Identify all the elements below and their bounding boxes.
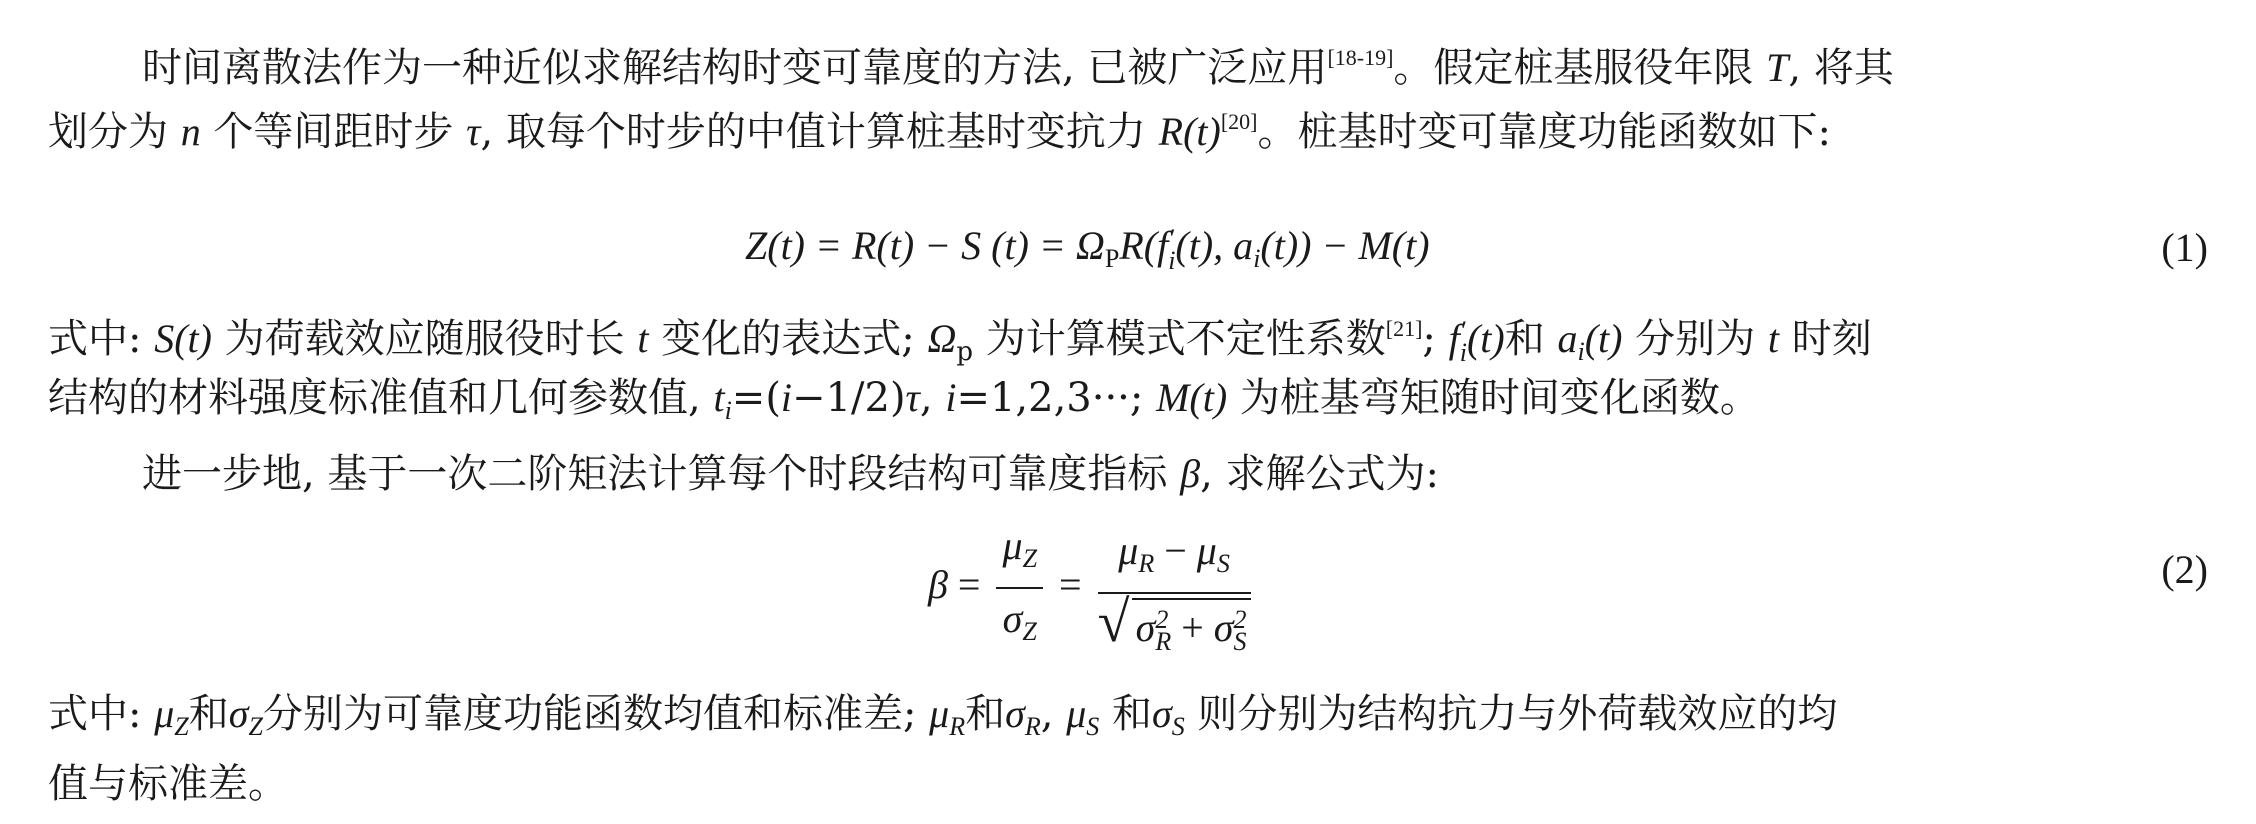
text: 和 bbox=[1504, 316, 1558, 362]
sub: S bbox=[1171, 712, 1185, 741]
symbol-tau: τ bbox=[466, 109, 481, 154]
sub: R bbox=[1138, 548, 1155, 578]
mu: μ bbox=[1196, 527, 1217, 573]
equation-2-number: (2) bbox=[2161, 547, 2208, 592]
symbol: σ bbox=[228, 691, 249, 736]
eq-part: (t), a bbox=[1175, 223, 1254, 268]
text: 分别为 bbox=[1622, 316, 1768, 362]
symbol: i bbox=[945, 375, 957, 420]
text: 变化的表达式; bbox=[648, 316, 928, 362]
sub: R bbox=[1024, 712, 1041, 741]
eq-part: Z(t) = R(t) − S (t) = Ω bbox=[745, 223, 1105, 268]
sigma: σ bbox=[1002, 596, 1023, 641]
sub: Z bbox=[1022, 617, 1037, 646]
eq-beta: β bbox=[928, 562, 948, 608]
eq-sub: i bbox=[1168, 245, 1176, 275]
sub: S bbox=[1086, 712, 1100, 741]
symbol: a bbox=[1557, 316, 1578, 361]
paragraph-1-line-2 bbox=[48, 96, 1831, 158]
symbol-T: T bbox=[1766, 45, 1789, 90]
text: , bbox=[1040, 691, 1067, 737]
text: 则分别为结构抗力与外荷载效应的均 bbox=[1184, 691, 1838, 737]
text: 为计算模式不定性系数 bbox=[973, 316, 1386, 362]
eq-sub: i bbox=[1253, 244, 1261, 273]
supsub bbox=[1459, 316, 1467, 367]
citation: [21] bbox=[1385, 316, 1423, 341]
equation-1-number: (1) bbox=[2161, 225, 2208, 270]
paragraph-1-line-1 bbox=[142, 32, 1894, 94]
eq-part: R(f bbox=[1119, 223, 1169, 268]
symbol: μ bbox=[1066, 691, 1087, 736]
text: 为桩基弯矩随时间变化函数。 bbox=[1227, 375, 1760, 421]
mu: μ bbox=[1002, 523, 1023, 568]
sub: S bbox=[1233, 627, 1247, 657]
text: 式中: bbox=[48, 691, 155, 737]
text: 个等间距时步 bbox=[200, 109, 467, 155]
sup: 2 bbox=[1233, 605, 1247, 635]
denominator bbox=[1097, 588, 1251, 657]
text: 划分为 bbox=[48, 109, 181, 155]
numerator bbox=[996, 520, 1043, 589]
text: , bbox=[919, 375, 946, 421]
symbol: M(t) bbox=[1156, 375, 1228, 420]
sub: S bbox=[1216, 548, 1230, 578]
eq-part: (t)) − M(t) bbox=[1260, 223, 1430, 268]
sup: 2 bbox=[1155, 605, 1169, 635]
symbol: μ bbox=[929, 691, 950, 736]
supsub bbox=[1233, 605, 1247, 657]
symbol: τ bbox=[905, 375, 920, 420]
sigma: σ bbox=[1213, 604, 1234, 650]
eq-equals: = bbox=[1049, 562, 1092, 608]
text: , 将其 bbox=[1788, 45, 1894, 91]
sqrt bbox=[1097, 588, 1251, 657]
eq-equals: = bbox=[947, 562, 991, 608]
text: 和 bbox=[1099, 691, 1152, 737]
text: , 求解公式为: bbox=[1200, 451, 1439, 497]
text: =( bbox=[731, 375, 781, 421]
eq-sup: ′ bbox=[1168, 223, 1174, 253]
eq-sub: P bbox=[1104, 244, 1120, 273]
sqrt-body bbox=[1132, 598, 1251, 657]
equation-2 bbox=[928, 520, 1257, 658]
fraction-1 bbox=[996, 520, 1043, 658]
sub: i bbox=[724, 396, 732, 425]
sub: Z bbox=[1022, 544, 1038, 573]
text: 。桩基时变可靠度功能函数如下: bbox=[1257, 109, 1831, 155]
paragraph-4-line-2: 值与标准差。 bbox=[48, 761, 288, 807]
supsub bbox=[1155, 605, 1172, 657]
symbol: (t) bbox=[1584, 316, 1623, 361]
sub: i bbox=[1577, 337, 1585, 366]
paragraph-2-line-2 bbox=[48, 372, 1760, 437]
text: 为荷载效应随服役时长 bbox=[211, 316, 638, 362]
symbol: t bbox=[637, 316, 649, 361]
text: 结构的材料强度标准值和几何参数值, bbox=[48, 375, 714, 421]
symbol: t bbox=[713, 375, 725, 420]
denominator bbox=[996, 589, 1043, 658]
symbol: σ bbox=[1151, 691, 1172, 736]
sup: ′ bbox=[1459, 316, 1466, 345]
text: 时刻 bbox=[1779, 316, 1872, 362]
symbol: μ bbox=[154, 691, 175, 736]
equation-1 bbox=[745, 220, 1430, 285]
text: 。假定桩基服役年限 bbox=[1393, 45, 1767, 91]
paragraph-3-line-1 bbox=[142, 448, 1439, 500]
symbol: σ bbox=[1005, 691, 1025, 736]
sigma: σ bbox=[1135, 604, 1156, 650]
sub: Z bbox=[248, 712, 263, 741]
text: =1,2,3···; bbox=[956, 375, 1157, 421]
text: 式中: bbox=[48, 316, 155, 362]
fraction-2 bbox=[1097, 525, 1251, 657]
text: 和 bbox=[188, 691, 229, 737]
text: ; bbox=[1422, 316, 1449, 362]
plus: + bbox=[1171, 604, 1214, 650]
symbol-beta: β bbox=[1180, 451, 1201, 496]
symbol: t bbox=[1767, 316, 1780, 361]
sqrt-sign: √ bbox=[1097, 588, 1130, 654]
symbol: i bbox=[780, 375, 793, 420]
sub: i bbox=[1459, 338, 1467, 367]
text: 分别为可靠度功能函数均值和标准差; bbox=[262, 691, 930, 737]
sub: R bbox=[949, 712, 966, 741]
symbol: (t) bbox=[1466, 316, 1505, 361]
symbol-Rt: R(t) bbox=[1158, 109, 1221, 154]
numerator bbox=[1098, 525, 1251, 594]
paragraph-2-line-1 bbox=[48, 303, 1872, 378]
sub: R bbox=[1155, 627, 1172, 657]
minus: − bbox=[1154, 527, 1197, 573]
mu: μ bbox=[1118, 527, 1139, 573]
symbol: f bbox=[1448, 316, 1460, 361]
symbol-n: n bbox=[180, 109, 201, 154]
citation: [18-19] bbox=[1327, 45, 1394, 70]
text: 和 bbox=[965, 691, 1006, 737]
sub: Z bbox=[174, 712, 189, 741]
sub: p bbox=[956, 337, 974, 367]
symbol: Ω bbox=[927, 316, 957, 361]
text: 进一步地, 基于一次二阶矩法计算每个时段结构可靠度指标 bbox=[142, 451, 1181, 497]
text: , 取每个时步的中值计算桩基时变抗力 bbox=[480, 109, 1159, 155]
paragraph-4-line-1 bbox=[48, 688, 1837, 753]
text: 时间离散法作为一种近似求解结构时变可靠度的方法, 已被广泛应用 bbox=[142, 45, 1328, 91]
citation: [20] bbox=[1220, 109, 1258, 134]
text: −1/2) bbox=[792, 375, 906, 421]
symbol: S(t) bbox=[154, 316, 212, 361]
